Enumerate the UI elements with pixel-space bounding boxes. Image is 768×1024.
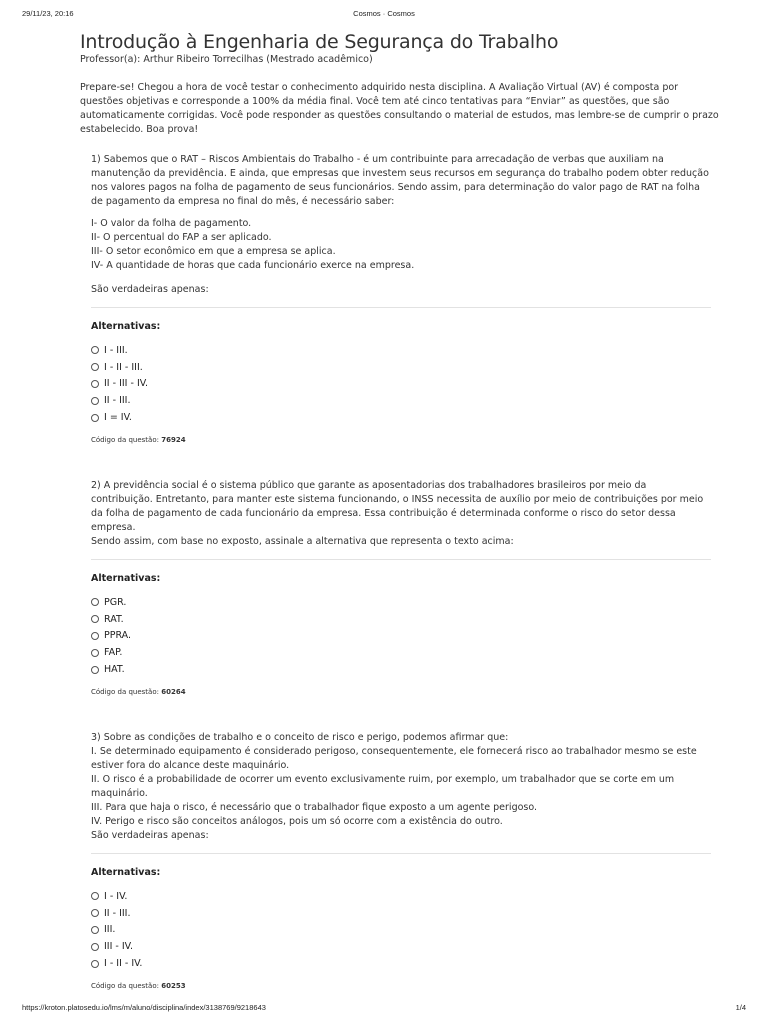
statement: III- O setor econômico em que a empresa se aplica.: [91, 246, 336, 257]
question-1-statements: [91, 217, 711, 273]
answer-option[interactable]: [91, 922, 711, 939]
question-code-label: Código da questão:: [91, 981, 159, 990]
answer-option[interactable]: [91, 376, 711, 393]
answer-option[interactable]: [91, 409, 711, 426]
radio-button[interactable]: [91, 615, 99, 623]
question-code: [91, 981, 711, 991]
option-label: PGR.: [104, 596, 127, 608]
answer-option[interactable]: [91, 342, 711, 359]
radio-button[interactable]: [91, 960, 99, 968]
print-footer: [22, 1003, 746, 1015]
option-label: I - II - IV.: [104, 958, 143, 970]
radio-button[interactable]: [91, 926, 99, 934]
option-label: I - IV.: [104, 890, 128, 902]
print-page-title: Cosmos · Cosmos: [353, 9, 415, 18]
question-code-value: 60253: [161, 981, 186, 990]
radio-button[interactable]: [91, 943, 99, 951]
alternatives-heading: Alternativas:: [91, 866, 161, 878]
radio-button[interactable]: [91, 649, 99, 657]
statement: II- O percentual do FAP a ser aplicado.: [91, 232, 272, 243]
intro-text: Prepare-se! Chegou a hora de você testar o conhecimento adquirido nesta disciplina. A Avaliação Virtual (AV) é composta por questões objetivas e corresponde a 100% da média final. Você tem até cinco tentativas para “Enviar” as questões, que são automaticamente corrigidas. Você pode responder as questões consultando o material de estudos, mas lembre-se de cumprir o prazo estabelecido. Boa prova!: [80, 82, 719, 135]
answer-option[interactable]: [91, 359, 711, 376]
radio-button[interactable]: [91, 666, 99, 674]
question-3-line: IV. Perigo e risco são conceitos análogos, pois um só ocorre com a existência do outro.: [91, 815, 503, 827]
question-code: [91, 687, 711, 697]
answer-option[interactable]: [91, 888, 711, 905]
question-2-line: 2) A previdência social é o sistema público que garante as aposentadorias dos trabalhadores brasileiros por meio da contribuição. Entretanto, para manter este sistema funcionando, o INSS necessita de auxílio por meio de contribuições por meio da folha de pagamento de cada funcionário da empresa. Essa contribuição é determinada conforme o risco do setor dessa empresa.: [91, 479, 704, 533]
option-label: FAP.: [104, 647, 123, 659]
option-label: PPRA.: [104, 630, 132, 642]
print-datetime: 29/11/23, 20:16: [22, 9, 74, 18]
option-label: II - III.: [104, 395, 131, 407]
professor-name: Professor(a): Arthur Ribeiro Torrecilhas (Mestrado acadêmico): [80, 54, 373, 65]
question-3: [91, 731, 711, 991]
question-code-label: Código da questão:: [91, 435, 159, 444]
question-3-line: São verdadeiras apenas:: [91, 829, 209, 841]
divider: [91, 559, 711, 560]
page-url: https://kroton.platosedu.io/lms/m/aluno/disciplina/index/3138769/9218643: [22, 1003, 266, 1012]
answer-option[interactable]: [91, 594, 711, 611]
main-content: [80, 30, 720, 991]
question-1-text: 1) Sabemos que o RAT – Riscos Ambientais do Trabalho - é um contribuinte para arrecadação de verbas que auxiliam na manutenção da previdência. E ainda, que empresas que investem seus recursos em segurança do trabalho podem obter redução nos valores pagos na folha de pagamento de seus funcionários. Sendo assim, para determinação do valor pago de RAT na folha de pagamento da empresa no final do mês, é necessário saber:: [91, 154, 709, 207]
question-1-prompt: São verdadeiras apenas:: [91, 284, 209, 295]
question-3-text: [91, 731, 711, 843]
option-label: HAT.: [104, 664, 125, 676]
question-2-text: [91, 479, 711, 549]
answer-option[interactable]: [91, 938, 711, 955]
question-code-value: 76924: [161, 435, 186, 444]
divider: [91, 853, 711, 854]
question-code-label: Código da questão:: [91, 687, 159, 696]
answer-option[interactable]: [91, 392, 711, 409]
print-header: [22, 9, 746, 21]
option-label: II - III - IV.: [104, 378, 149, 390]
radio-button[interactable]: [91, 632, 99, 640]
question-2: [91, 479, 711, 697]
statement: IV- A quantidade de horas que cada funcionário exerce na empresa.: [91, 260, 415, 271]
question-1: [91, 153, 711, 445]
radio-button[interactable]: [91, 414, 99, 422]
radio-button[interactable]: [91, 892, 99, 900]
question-2-line: Sendo assim, com base no exposto, assinale a alternativa que representa o texto acima:: [91, 535, 514, 547]
question-3-line: I. Se determinado equipamento é considerado perigoso, consequentemente, ele fornecerá risco ao trabalhador mesmo se este estiver fora do alcance deste maquinário.: [91, 745, 697, 771]
answer-option[interactable]: [91, 905, 711, 922]
option-label: I = IV.: [104, 412, 132, 424]
question-3-line: III. Para que haja o risco, é necessário que o trabalhador fique exposto a um agente perigoso.: [91, 801, 538, 813]
alternatives-heading: Alternativas:: [91, 321, 161, 332]
option-label: III.: [104, 924, 116, 936]
question-3-options: [91, 888, 711, 972]
question-code-value: 60264: [161, 687, 186, 696]
statement: I- O valor da folha de pagamento.: [91, 218, 252, 229]
option-label: I - II - III.: [104, 361, 143, 373]
radio-button[interactable]: [91, 363, 99, 371]
radio-button[interactable]: [91, 397, 99, 405]
question-3-line: II. O risco é a probabilidade de ocorrer um evento exclusivamente ruim, por exemplo, um trabalhador que se corte em um maquinário.: [91, 773, 675, 799]
question-2-options: [91, 594, 711, 678]
option-label: III - IV.: [104, 941, 133, 953]
answer-option[interactable]: [91, 644, 711, 661]
answer-option[interactable]: [91, 628, 711, 645]
radio-button[interactable]: [91, 380, 99, 388]
question-3-line: 3) Sobre as condições de trabalho e o conceito de risco e perigo, podemos afirmar que:: [91, 731, 509, 743]
answer-option[interactable]: [91, 661, 711, 678]
divider: [91, 307, 711, 308]
option-label: RAT.: [104, 613, 124, 625]
radio-button[interactable]: [91, 909, 99, 917]
course-title: Introdução à Engenharia de Segurança do Trabalho: [80, 31, 559, 53]
page-number: 1/4: [735, 1003, 746, 1012]
option-label: II - III.: [104, 907, 131, 919]
question-1-options: [91, 342, 711, 426]
answer-option[interactable]: [91, 611, 711, 628]
question-code: [91, 435, 711, 445]
alternatives-heading: Alternativas:: [91, 572, 161, 584]
option-label: I - III.: [104, 344, 128, 356]
answer-option[interactable]: [91, 955, 711, 972]
radio-button[interactable]: [91, 346, 99, 354]
radio-button[interactable]: [91, 598, 99, 606]
